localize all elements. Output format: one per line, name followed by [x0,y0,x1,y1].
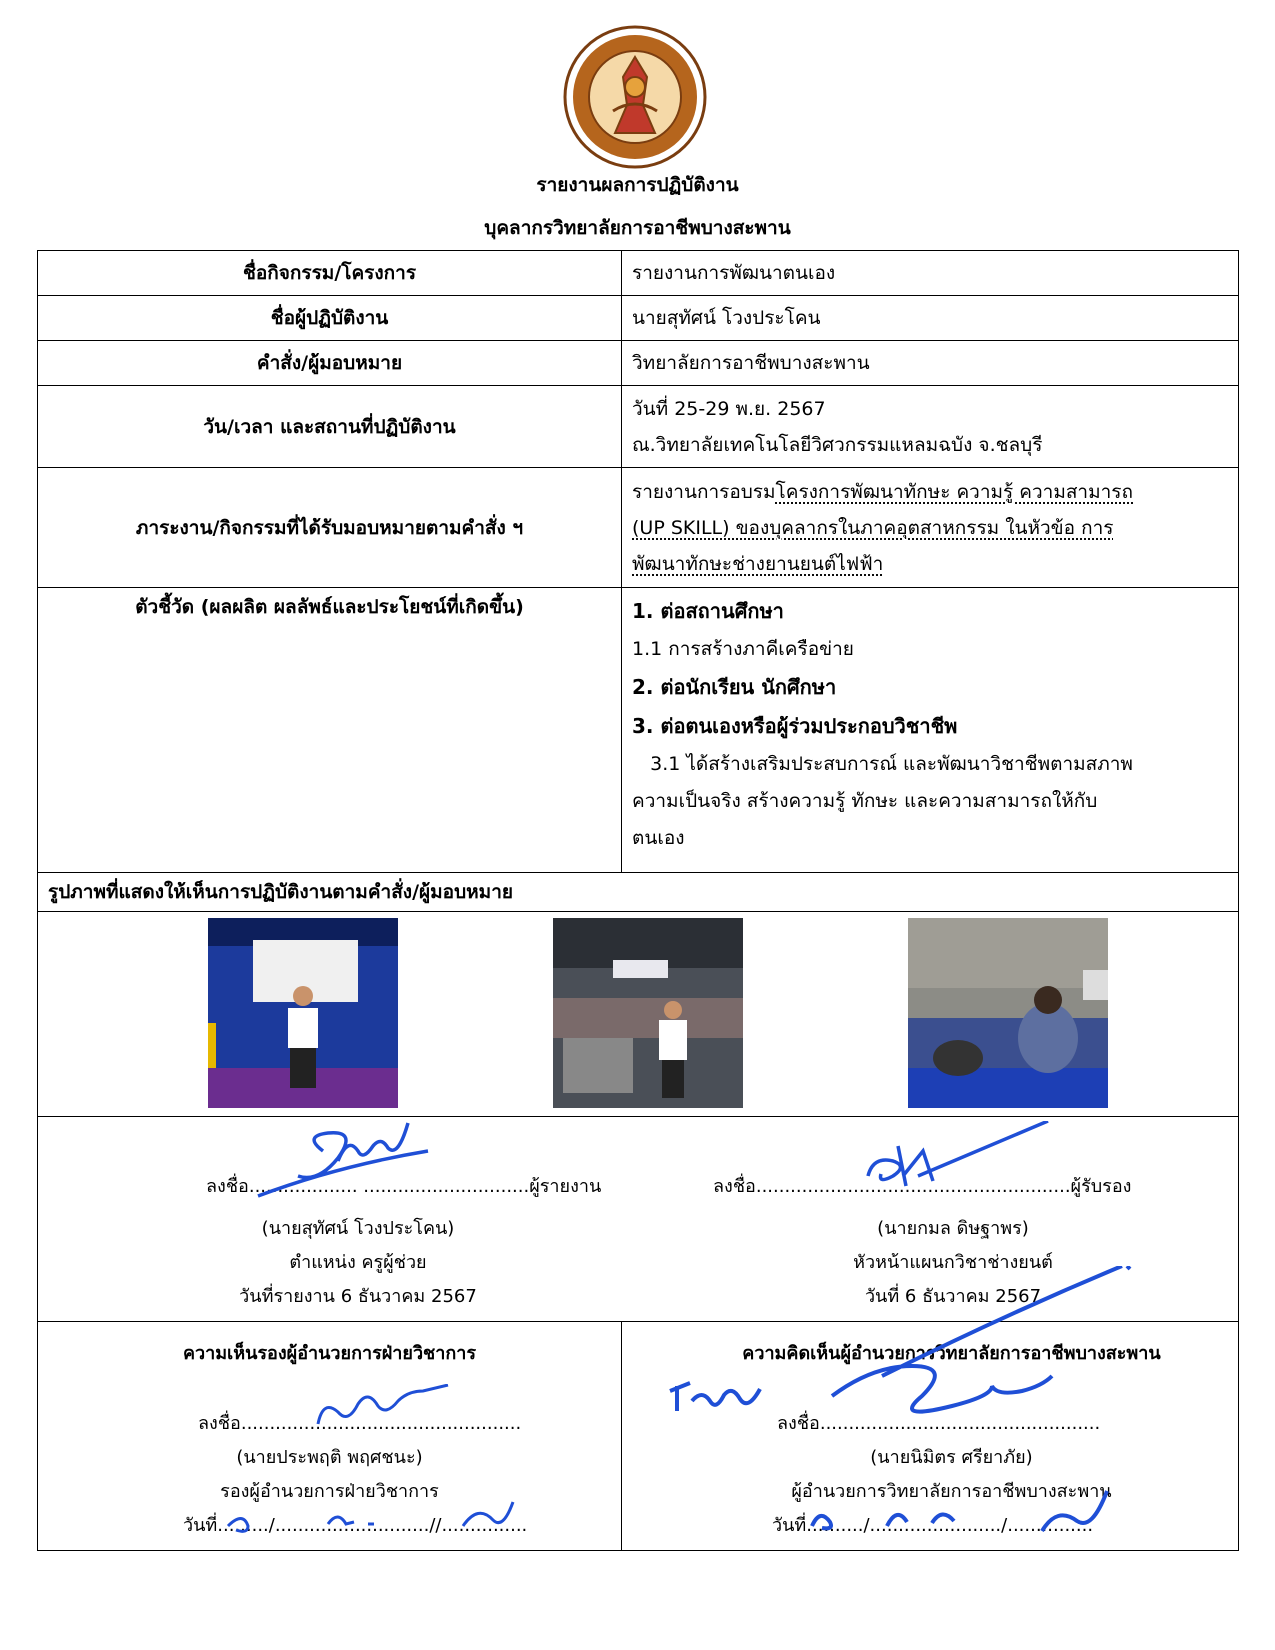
photo-header: รูปภาพที่แสดงให้เห็นการปฏิบัติงานตามคำสั่ง/ผู้มอบหมาย [38,873,1239,912]
photo-row [38,912,1239,1117]
report-title: รายงานผลการปฏิบัติงาน [536,174,739,196]
director-position: ผู้อำนวยการวิทยาลัยการอาชีพบางสะพาน [791,1481,1112,1503]
order-value: วิทยาลัยการอาชีพบางสะพาน [622,341,1239,386]
indicator-3-1a: 3.1 ได้สร้างเสริมประสบการณ์ และพัฒนาวิชาชีพตามสภาพ [632,753,1133,776]
approver-position: หัวหน้าแผนกวิชาช่างยนต์ [853,1252,1053,1274]
opinion-row [38,1322,1239,1551]
activity-label: ชื่อกิจกรรม/โครงการ [38,251,622,296]
photo-2 [553,918,743,1108]
deputy-sign-line: ลงชื่อ................................................. [198,1413,522,1435]
director-date-line: วันที่........../......................./............... [772,1515,1094,1537]
director-name: (นายนิมิตร ศรียาภัย) [870,1447,1033,1469]
photo-header-row [38,873,1239,912]
reporter-position: ตำแหน่ง ครูผู้ช่วย [289,1252,427,1274]
report-table [37,250,1239,1551]
indicator-row [38,588,1239,873]
task-row [38,468,1239,588]
photo-3 [908,918,1108,1108]
date-row [38,386,1239,468]
activity-value: รายงานการพัฒนาตนเอง [622,251,1239,296]
task-prefix: รายงานการอบรม [632,480,776,503]
date-line-2: ณ.วิทยาลัยเทคโนโลยีวิศวกรรมแหลมฉบัง จ.ชลบุรี [632,433,1043,456]
task-line-2: (UP SKILL) ของบุคลากรในภาคอุตสาหกรรม ในหัวข้อ การ [632,516,1114,539]
date-line-1: วันที่ 25-29 พ.ย. 2567 [632,397,826,420]
order-row [38,341,1239,386]
task-label: ภาระงาน/กิจกรรมที่ได้รับมอบหมายตามคำสั่ง ฯ [38,468,622,588]
deputy-position: รองผู้อำนวยการฝ่ายวิชาการ [220,1481,439,1503]
indicator-2: 2. ต่อนักเรียน นักศึกษา [632,675,837,700]
person-row [38,296,1239,341]
order-label: คำสั่ง/ผู้มอบหมาย [38,341,622,386]
college-seal-logo [563,25,708,170]
deputy-opinion-title: ความเห็นรองผู้อำนวยการฝ่ายวิชาการ [182,1343,477,1365]
reporter-name: (นายสุทัศน์ โวงประโคน) [261,1218,455,1240]
indicator-3-1c: ตนเอง [632,827,685,850]
deputy-date-line: วันที่........./...........................//............... [183,1515,528,1537]
indicator-1: 1. ต่อสถานศึกษา [632,599,784,624]
person-label: ชื่อผู้ปฏิบัติงาน [38,296,622,341]
reporter-sign-line: ลงชื่อ................... .............................ผู้รายงาน [206,1176,602,1198]
director-approval-handwriting [662,1371,772,1421]
reporter-date: วันที่รายงาน 6 ธันวาคม 2567 [239,1286,477,1308]
task-line-1: โครงการพัฒนาทักษะ ความรู้ ความสามารถ [775,480,1134,503]
director-sign-line: ลงชื่อ................................................. [777,1413,1101,1435]
report-subtitle: บุคลากรวิทยาลัยการอาชีพบางสะพาน [484,217,791,239]
indicator-3: 3. ต่อตนเองหรือผู้ร่วมประกอบวิชาชีพ [632,714,958,739]
signature-row [38,1117,1239,1322]
person-value: นายสุทัศน์ โวงประโคน [622,296,1239,341]
approver-sign-line: ลงชื่อ.......................................................ผู้รับรอง [713,1176,1132,1198]
deputy-name: (นายประพฤติ พฤศชนะ) [236,1447,423,1469]
activity-row [38,251,1239,296]
approver-date: วันที่ 6 ธันวาคม 2567 [864,1286,1042,1308]
task-line-3: พัฒนาทักษะช่างยานยนต์ไฟฟ้า [632,552,884,575]
date-label: วัน/เวลา และสถานที่ปฏิบัติงาน [38,386,622,468]
task-value [622,468,1239,588]
director-opinion-title: ความคิดเห็นผู้อำนวยการวิทยาลัยการอาชีพบางสะพาน [742,1343,1161,1365]
date-value [622,386,1239,468]
indicator-label: ตัวชี้วัด (ผลผลิต ผลลัพธ์และประโยชน์ที่เกิดขึ้น) [38,588,622,873]
indicator-3-1b: ความเป็นจริง สร้างความรู้ ทักษะ และความสามารถให้กับ [632,790,1098,813]
approver-name: (นายกมล ดิษฐาพร) [877,1218,1029,1240]
indicator-1-1: 1.1 การสร้างภาคีเครือข่าย [632,638,854,661]
photo-1 [208,918,398,1108]
indicator-value [622,588,1239,873]
